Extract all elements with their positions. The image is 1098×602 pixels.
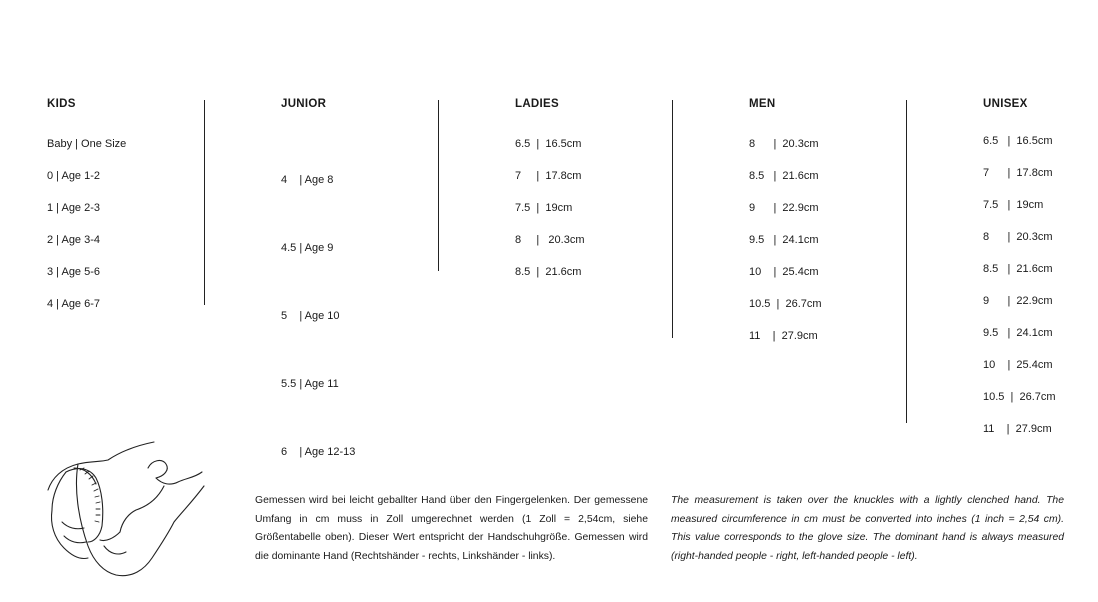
size-row: 9.5 | 24.1cm	[983, 327, 1053, 339]
hand-measuring-tape-icon	[44, 438, 214, 578]
column-divider	[438, 100, 439, 271]
size-row: 8.5 | 21.6cm	[515, 266, 582, 278]
size-list	[47, 137, 126, 329]
size-row: 10.5 | 26.7cm	[983, 391, 1056, 403]
column-divider	[204, 100, 205, 305]
column-title: MEN	[749, 98, 776, 110]
description-german: Gemessen wird bei leicht geballter Hand über den Fingergelenken. Der gemessene Umfang in cm muss in Zoll umgerechnet werden (1 Zoll = 2,54cm, siehe Größentabelle oben). Dieser Wert entspricht der Handschuhgröße. Gemessen wird die dominante Hand (Rechtshänder - rechts, Linkshänder - links).	[255, 495, 648, 562]
size-row: 2 | Age 3-4	[47, 234, 101, 246]
column-title: JUNIOR	[281, 98, 327, 110]
size-list	[281, 137, 355, 513]
size-row: 8 | 20.3cm	[749, 138, 819, 150]
size-row: 8.5 | 21.6cm	[749, 170, 819, 182]
size-row: 11 | 27.9cm	[749, 330, 818, 342]
size-list	[515, 137, 585, 297]
size-row: 7 | 17.8cm	[515, 170, 582, 182]
size-row: 3 | Age 5-6	[47, 266, 101, 278]
column-title: KIDS	[47, 98, 76, 110]
size-row: 8 | 20.3cm	[515, 234, 585, 246]
size-row: Baby | One Size	[47, 138, 127, 150]
column-title: LADIES	[515, 98, 559, 110]
column-divider	[906, 100, 907, 423]
size-row: 10 | 25.4cm	[749, 266, 819, 278]
size-row: 1 | Age 2-3	[47, 202, 101, 214]
size-row: 11 | 27.9cm	[983, 423, 1052, 435]
size-row: 9 | 22.9cm	[749, 202, 819, 214]
size-row: 0 | Age 1-2	[47, 170, 101, 182]
size-row: 6.5 | 16.5cm	[983, 135, 1053, 147]
size-row: 6.5 | 16.5cm	[515, 138, 582, 150]
size-row: 4.5 | Age 9	[281, 242, 334, 254]
size-row: 9 | 22.9cm	[983, 295, 1053, 307]
description-english: The measurement is taken over the knuckles with a lightly clenched hand. The measured circumference in cm must be converted into inches (1 inch = 2,54 cm). This value corresponds to the glove size. The dominant hand is always measured (right-handed people - right, left-handed people - left).	[671, 495, 1064, 562]
size-row: 4 | Age 8	[281, 174, 334, 186]
size-row: 7.5 | 19cm	[983, 199, 1044, 211]
size-row: 7 | 17.8cm	[983, 167, 1053, 179]
size-row: 10.5 | 26.7cm	[749, 298, 822, 310]
size-row: 4 | Age 6-7	[47, 298, 101, 310]
size-list	[983, 134, 1056, 454]
column-divider	[672, 100, 673, 338]
size-row: 10 | 25.4cm	[983, 359, 1053, 371]
size-row: 8.5 | 21.6cm	[983, 263, 1053, 275]
size-row: 8 | 20.3cm	[983, 231, 1053, 243]
size-list	[749, 137, 822, 361]
size-row: 6 | Age 12-13	[281, 446, 356, 458]
column-title: UNISEX	[983, 98, 1028, 110]
size-row: 9.5 | 24.1cm	[749, 234, 819, 246]
size-row: 5 | Age 10	[281, 310, 340, 322]
size-row: 7.5 | 19cm	[515, 202, 573, 214]
size-row: 5.5 | Age 11	[281, 378, 339, 390]
